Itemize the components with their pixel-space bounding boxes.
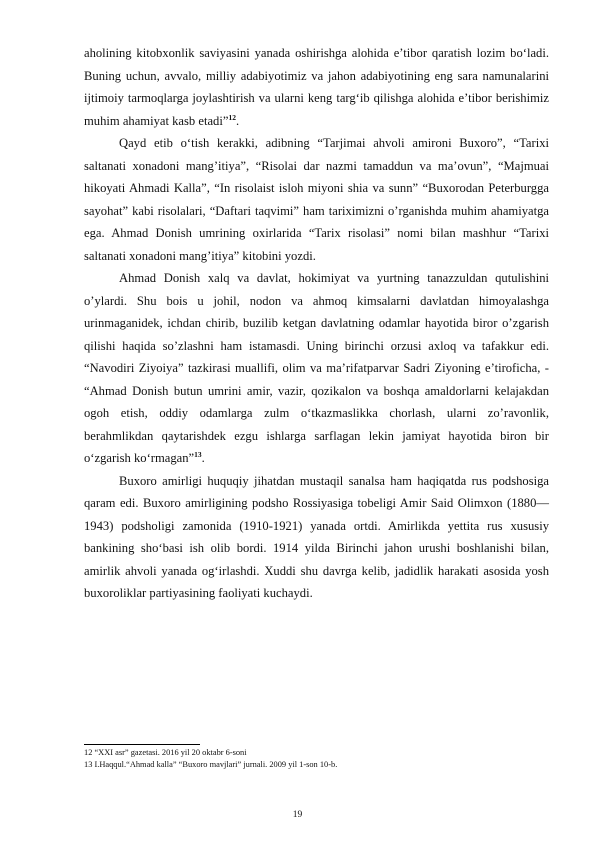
footnote-ref-12[interactable]: 12 bbox=[228, 112, 236, 122]
paragraph-3-tail: . bbox=[201, 451, 205, 465]
paragraph-4-text: Buxoro amirligi huquqiy jihatdan mustaqil sanalsa ham haqiqatda rus podshosiga qaram edi. Buxoro amirligining podsho Rossiyasiga tobeligi Amir Said Olimxon (1880—1943) podsholigi zamonida (1910-1921) yanada ortdi. Amirlikda yettita rus xususiy bankining sho‘basi ish olib bordi. 1914 yilda Birinchi jahon urushi boshlanishi bilan, amirlik ahvoli yanada og‘irlashdi. Xuddi shu davrga kelib, jadidlik harakati asosida yosh buxoroliklar partiyasining faoliyati kuchaydi. bbox=[84, 473, 549, 600]
paragraph-2-text: Qayd etib o‘tish kerakki, adibning “Tarjimai ahvoli amironi Buxoro”, “Tarixi saltanati xonadoni mang’itiya”, “Risolai dar nazmi tamaddun va ma’ovun”, “Majmuai hikoyati Ahmadi Kalla”, “In risolaist isloh miyoni shia va sunn” “Buxorodan Peterburgga sayohat” kabi risolalari, “Daftari taqvimi” ham tariximizni o’rganishda muhim ahamiyatga ega. Ahmad Donish umrining oxirlarida “Tarix risolasi” nomi bilan mashhur “Tarixi saltanati xonadoni mang’itiya” kitobini yozdi. bbox=[84, 136, 549, 263]
paragraph-2 bbox=[84, 132, 549, 267]
footnote-text: I.Haqqul.“Ahmad kalla” “Buxoro mavjlari” jurnali. 2009 yil 1-son 10-b. bbox=[94, 760, 338, 769]
document-body bbox=[84, 42, 549, 605]
footnote-number: 12 bbox=[84, 748, 93, 757]
footnote-13 bbox=[84, 759, 549, 771]
footnote-divider bbox=[84, 744, 200, 745]
footnotes bbox=[84, 744, 549, 771]
paragraph-3-text: Ahmad Donish xalq va davlat, hokimiyat va yurtning tanazzuldan qutulishini o’ylardi. Shu bois u johil, nodon va ahmoq kimsalarni davlatdan himoyalashga urinmaganidek, ichdan chirib, buzilib ketgan davlatning odamlar hayotida biror o’zgarish qilishi haqida so’zlashni ham istamasdi. Uning birinchi orzusi axloq va tafakkur edi. “Navodiri Ziyoiya” tazkirasi muallifi, olim va ma’rifatparvar Sadri Ziyoning e’tiroficha, - “Ahmad Donish butun umrini amir, vazir, qozikalon va boshqa amaldorlarni kelajakdan ogoh etish, oddiy odamlarga zulm o‘tkazmaslikka chorlash, ularni zo’ravonlik, berahmlikdan qaytarishdek ezgu ishlarga sarflagan lekin jamiyat hayotida biron bir o‘zgarish ko‘rmagan” bbox=[84, 271, 549, 465]
paragraph-1 bbox=[84, 42, 549, 132]
footnote-ref-13[interactable]: 13 bbox=[194, 449, 202, 459]
footnote-text: “XXI asr” gazetasi. 2016 yil 20 oktabr 6-soni bbox=[94, 748, 247, 757]
footnote-12 bbox=[84, 747, 549, 759]
paragraph-1-tail: . bbox=[235, 113, 240, 128]
paragraph-1-text: aholining kitobxonlik saviyasini yanada oshirishga alohida e’tibor qaratish lozim bo‘ladi. Buning uchun, avvalo, milliy adabiyotimiz va jahon adabiyotining eng sara namunalarini ijtimoiy tarmoqlarga joylashtirish va ularni keng targ‘ib qilishga alohida e’tibor berishimiz muhim ahamiyat kasb etadi” bbox=[84, 46, 549, 128]
page-number: 19 bbox=[292, 810, 303, 820]
footnote-number: 13 bbox=[84, 760, 93, 769]
paragraph-4 bbox=[84, 470, 549, 605]
paragraph-3 bbox=[84, 267, 549, 470]
